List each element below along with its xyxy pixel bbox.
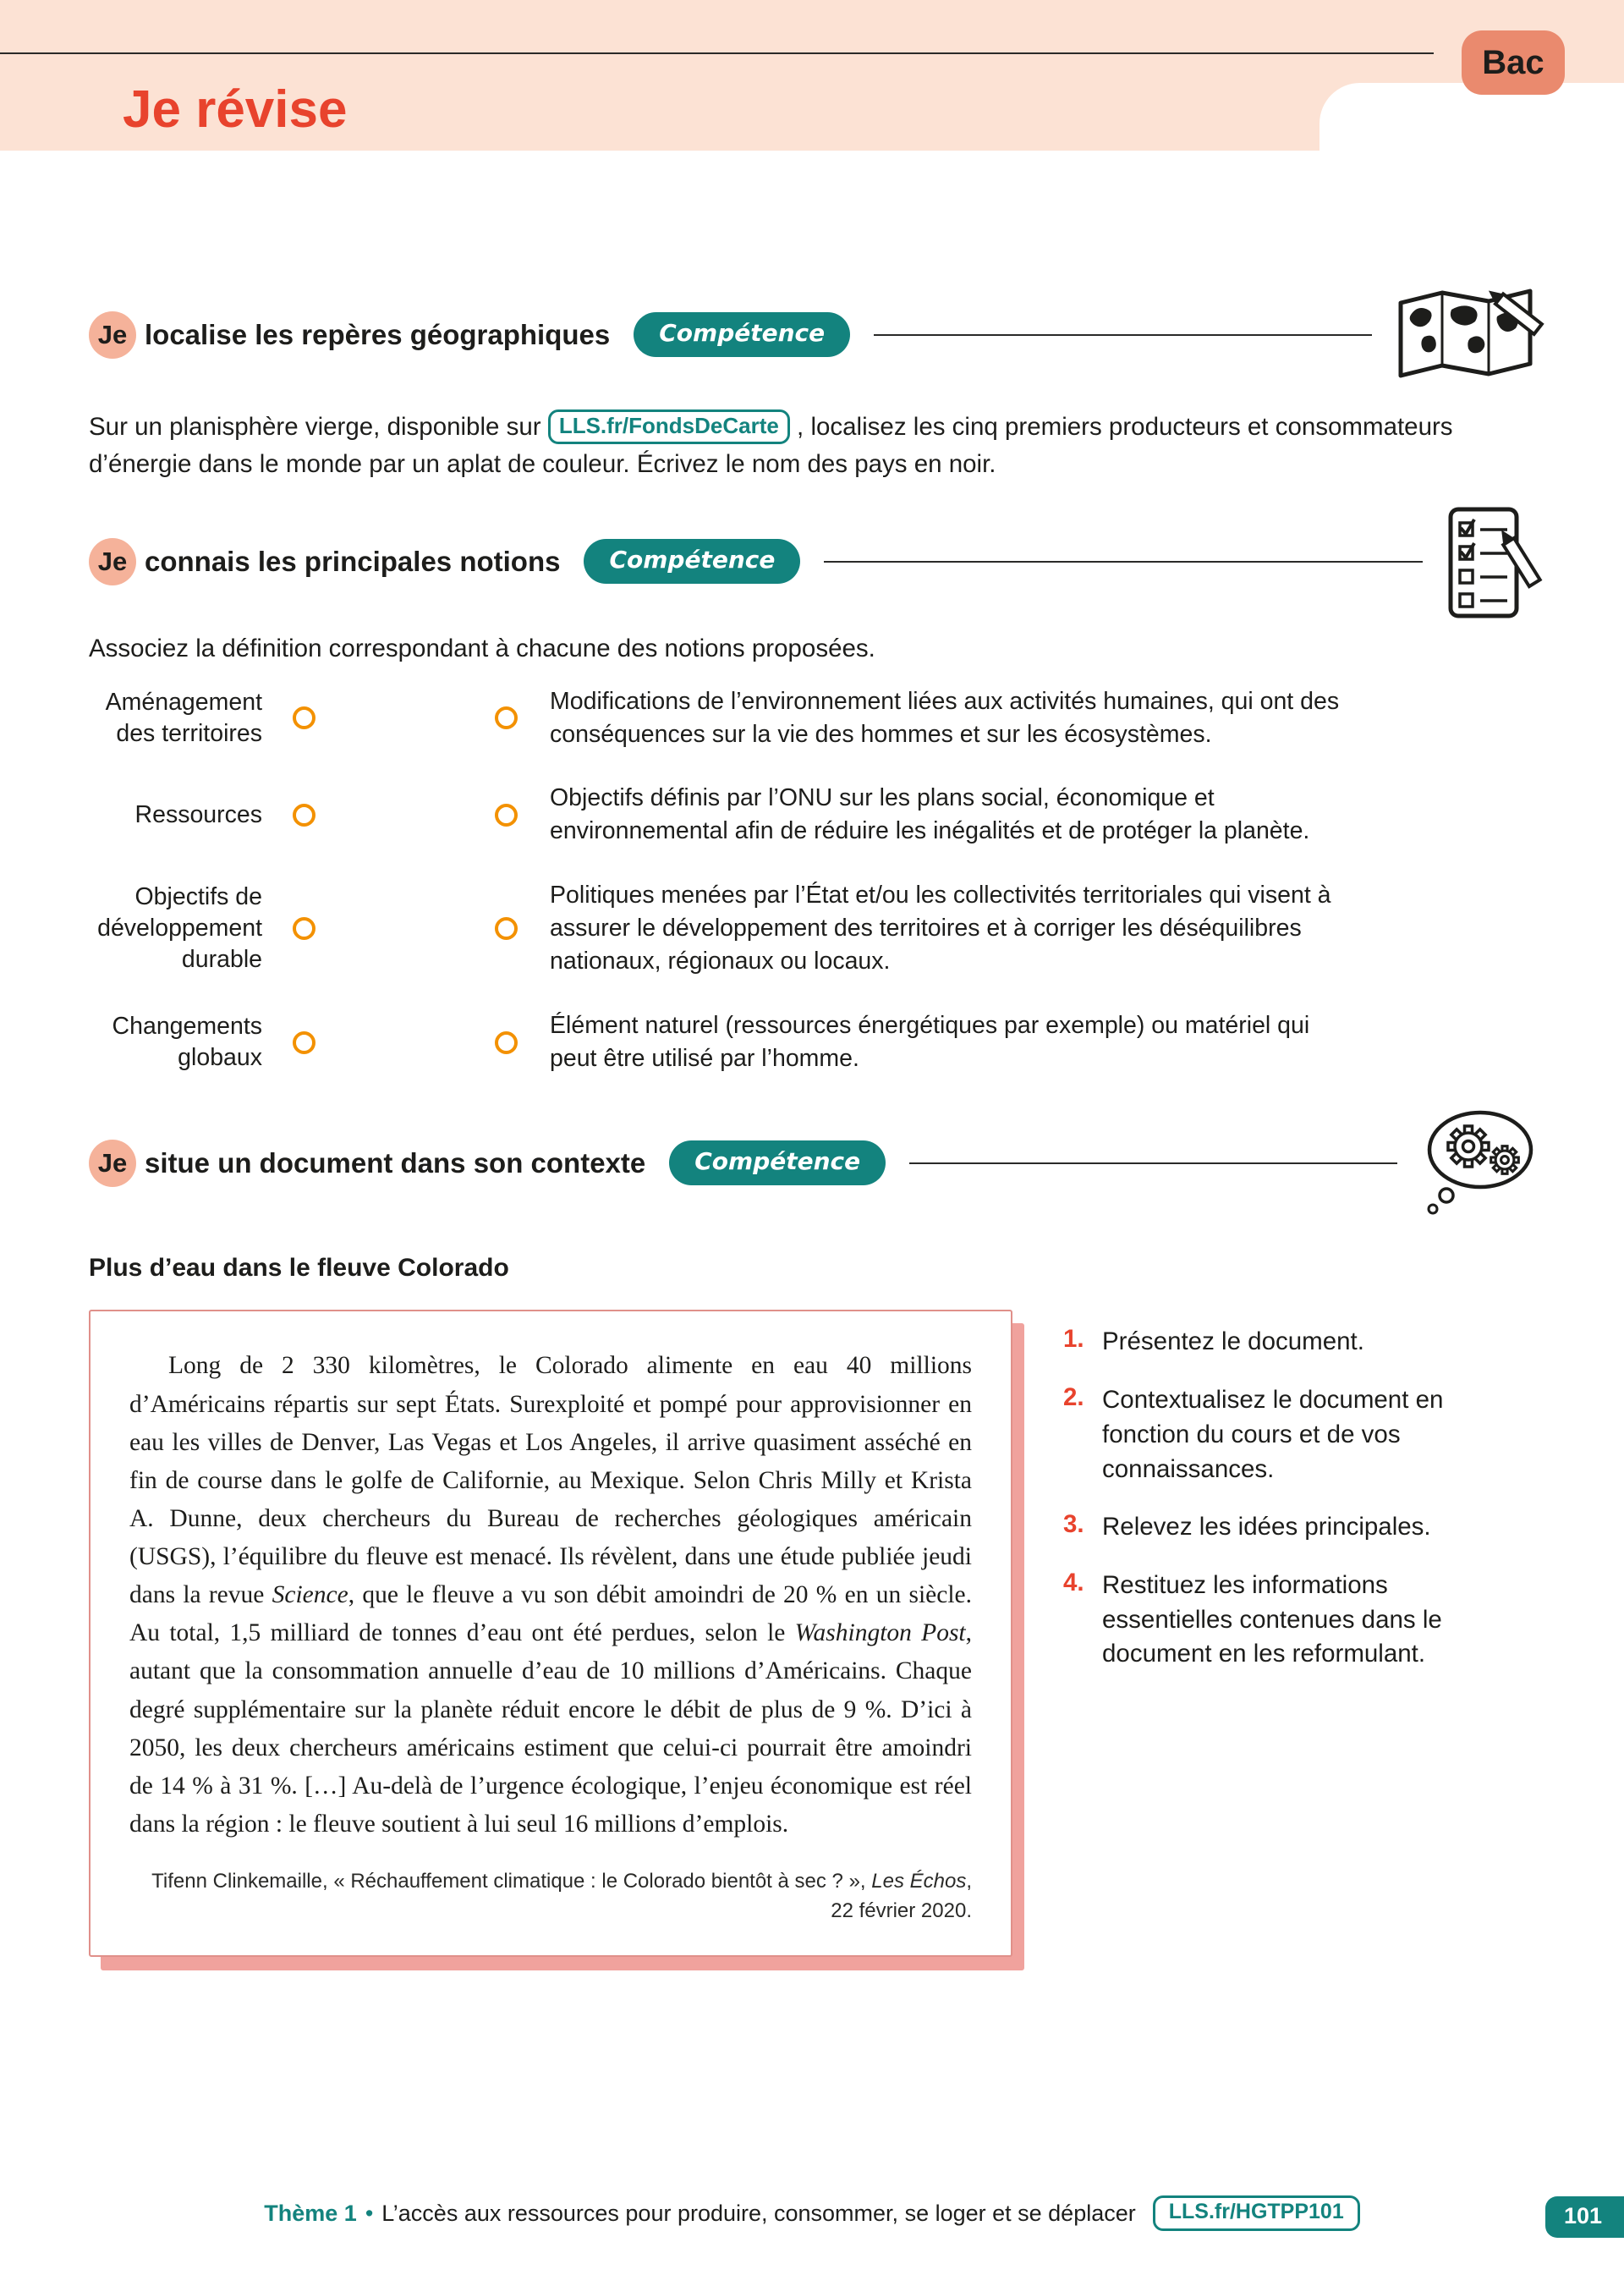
- footer-theme-text: L’accès aux ressources pour produire, consommer, se loger et se déplacer: [381, 2200, 1136, 2226]
- source-date: , 22 février 2020.: [831, 1870, 972, 1922]
- document-text-part: , que le fleuve a vu son débit amoindri de 20 % en un siècle. Au total, 1,5 milliard de tonnes d’eau ont été perdues, selon le: [129, 1581, 972, 1647]
- reperes-instruction: [89, 409, 1518, 484]
- notion-definition: Élément naturel (ressources énergétiques par exemple) ou matériel qui peut être utilisé par l’homme.: [550, 1011, 1310, 1073]
- gears-thought-bubble-icon: [1421, 1106, 1535, 1220]
- competence-badge: Compétence: [669, 1140, 886, 1185]
- matching-exercise: [89, 685, 1535, 1076]
- question-text: Présentez le document.: [1102, 1327, 1364, 1356]
- header-band: [0, 0, 1624, 151]
- competence-badge: Compétence: [584, 539, 800, 584]
- question-text: Contextualisez le document en fonction du cours et de vos connaissances.: [1102, 1386, 1444, 1483]
- match-row: [89, 685, 1535, 752]
- document-box: [89, 1310, 1012, 1956]
- question-item: [1063, 1510, 1524, 1545]
- question-item: [1063, 1325, 1524, 1360]
- question-number: 3.: [1063, 1510, 1084, 1539]
- heading-rule: [874, 334, 1372, 336]
- notion-term: Ressources: [134, 800, 262, 828]
- heading-rule: [824, 561, 1423, 563]
- je-badge: Je: [89, 311, 136, 359]
- document-source: [129, 1867, 972, 1926]
- section-notions-heading: [89, 503, 1535, 621]
- notion-definition: Politiques menées par l’État et/ou les collectivités territoriales qui visent à assurer le développement des territoires et à corriger les déséquilibres nationaux, régionaux ou locaux.: [550, 881, 1331, 975]
- source-text: Tifenn Clinkemaille, « Réchauffement climatique : le Colorado bientôt à sec ? »,: [151, 1870, 872, 1893]
- heading-rule: [909, 1162, 1397, 1164]
- header-white-notch: [1320, 83, 1624, 152]
- notions-instruction: Associez la définition correspondant à chacune des notions proposées.: [89, 634, 875, 662]
- document-exercise: [89, 1254, 1535, 1956]
- notion-term: Changements globaux: [112, 1013, 262, 1072]
- je-badge: Je: [89, 1140, 136, 1187]
- page-content: [0, 151, 1624, 1957]
- bac-badge: Bac: [1462, 30, 1565, 95]
- match-row: [89, 1009, 1535, 1076]
- page-title: Je révise: [123, 80, 348, 139]
- match-row: [89, 782, 1535, 849]
- document-title: Plus d’eau dans le fleuve Colorado: [89, 1254, 509, 1283]
- definition-connector-dot[interactable]: [495, 917, 518, 940]
- definition-connector-dot[interactable]: [495, 1031, 518, 1054]
- notion-term: Objectifs de développement durable: [97, 883, 262, 974]
- definition-connector-dot[interactable]: [495, 804, 518, 827]
- question-number: 4.: [1063, 1568, 1084, 1596]
- definition-connector-dot[interactable]: [495, 706, 518, 729]
- document-text-part: , autant que la consommation annuelle d’eau de 10 millions d’Américains. Chaque degré supplémentaire sur la planète réduit encore le débit de plus de 9 %. D’ici à 2050, les deux chercheurs américains estiment que celui-ci pourrait être amoindri de 14 % à 31 %. […] Au-delà de l’urgence écologique, l’enjeu économique est réel dans la région : le fleuve soutient à lui seul 16 millions d’emplois.: [129, 1619, 972, 1838]
- instruction-text-before: Sur un planisphère vierge, disponible sur: [89, 413, 548, 441]
- term-connector-dot[interactable]: [293, 706, 315, 729]
- source-journal: Les Échos: [871, 1870, 967, 1893]
- term-connector-dot[interactable]: [293, 804, 315, 827]
- footer-theme-label: Thème 1: [264, 2200, 357, 2226]
- question-number: 1.: [1063, 1325, 1084, 1354]
- document-text-italic: Science: [272, 1581, 348, 1609]
- document-text-italic: Washington Post: [794, 1619, 966, 1647]
- page-footer: [0, 2195, 1624, 2231]
- term-connector-dot[interactable]: [293, 917, 315, 940]
- document-text-part: Long de 2 330 kilomètres, le Colorado alimente en eau 40 millions d’Américains répartis sur sept États. Surexploité et pompé pour approvisionner en eau les villes de Denver, Las Vegas et Los Angeles, il arrive quasiment asséché en fin de course dans le golfe de Californie, au Mexique. Selon Chris Milly et Krista A. Dunne, deux chercheurs du Bureau de recherches géologiques américain (USGS), l’équilibre du fleuve est menacé. Ils révèlent, dans une étude publiée jeudi dans la revue: [129, 1352, 972, 1609]
- instruction-text-after: , localisez les cinq premiers producteurs et consommateurs d’énergie dans le monde par un aplat de couleur. Écrivez le nom des pays en noir.: [89, 413, 1453, 479]
- questions-list: [1063, 1254, 1524, 1956]
- question-number: 2.: [1063, 1383, 1084, 1412]
- fonds-de-carte-link[interactable]: LLS.fr/FondsDeCarte: [548, 409, 790, 444]
- je-badge: Je: [89, 538, 136, 585]
- section-reperes-title: localise les repères géographiques: [145, 318, 611, 350]
- checklist-pencil-icon: [1446, 503, 1535, 621]
- document-column: [89, 1254, 1012, 1956]
- page-number-badge: 101: [1545, 2196, 1624, 2238]
- footer-separator: •: [365, 2200, 374, 2226]
- section-contexte-heading: [89, 1106, 1535, 1220]
- match-row: [89, 879, 1535, 979]
- competence-badge: Compétence: [634, 312, 850, 357]
- question-text: Relevez les idées principales.: [1102, 1513, 1431, 1541]
- header-divider-line: [0, 52, 1434, 54]
- question-item: [1063, 1569, 1524, 1672]
- section-notions-title: connais les principales notions: [145, 545, 561, 577]
- footer-lls-link[interactable]: LLS.fr/HGTPP101: [1153, 2195, 1360, 2231]
- notion-definition: Objectifs définis par l’ONU sur les plans social, économique et environnemental afin de réduire les inégalités et de protéger la planète.: [550, 784, 1310, 845]
- question-text: Restituez les informations essentielles contenues dans le document en les reformulant.: [1102, 1570, 1442, 1668]
- term-connector-dot[interactable]: [293, 1031, 315, 1054]
- notion-definition: Modifications de l’environnement liées aux activités humaines, qui ont des conséquences sur la vie des hommes et sur les écosystèmes.: [550, 687, 1340, 748]
- section-contexte-title: situe un document dans son contexte: [145, 1146, 646, 1179]
- question-item: [1063, 1383, 1524, 1486]
- document-text: [129, 1347, 972, 1844]
- section-reperes-heading: [89, 286, 1535, 383]
- notion-term: Aménagement des territoires: [105, 688, 262, 747]
- world-map-pencil-icon: [1396, 286, 1535, 383]
